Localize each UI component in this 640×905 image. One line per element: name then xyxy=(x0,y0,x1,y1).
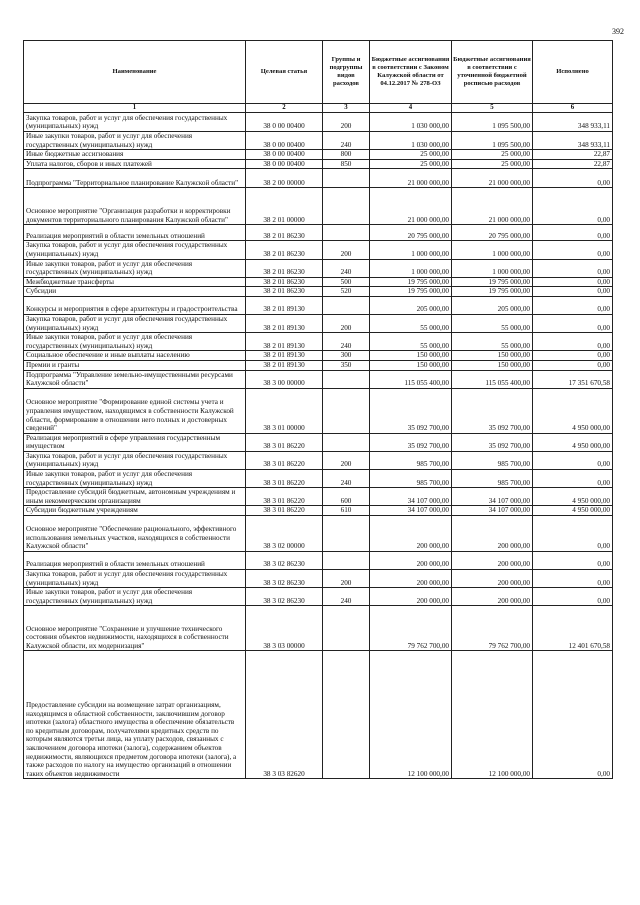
row-name: Основное мероприятие "Обеспечение рационального, эффективного использования земельных участков, находящихся в собственности Калужской области" xyxy=(24,516,246,552)
row-executed-amount: 0,00 xyxy=(533,314,613,332)
row-executed-amount: 0,00 xyxy=(533,333,613,351)
table-header-row xyxy=(24,41,613,104)
budget-table xyxy=(23,40,613,779)
row-executed-amount: 0,00 xyxy=(533,351,613,361)
row-expense-group: 200 xyxy=(323,314,370,332)
row-target-article: 38 2 01 89130 xyxy=(246,333,323,351)
row-plan-amount: 20 795 000,00 xyxy=(452,225,533,241)
row-plan-amount: 55 000,00 xyxy=(452,314,533,332)
row-target-article: 38 2 01 00000 xyxy=(246,188,323,225)
row-law-amount: 20 795 000,00 xyxy=(370,225,452,241)
table-row xyxy=(24,451,613,469)
row-expense-group xyxy=(323,516,370,552)
row-executed-amount: 4 950 000,00 xyxy=(533,488,613,506)
row-law-amount: 21 000 000,00 xyxy=(370,188,452,225)
row-executed-amount: 0,00 xyxy=(533,225,613,241)
row-executed-amount: 0,00 xyxy=(533,259,613,277)
table-row xyxy=(24,277,613,287)
row-target-article: 38 2 01 86230 xyxy=(246,287,323,297)
row-plan-amount: 79 762 700,00 xyxy=(452,606,533,651)
header-law-allocations: Бюджетные ассигнования в соответствии с Законом Калужской области от 04.12.2017 № 278-ОЗ xyxy=(370,41,452,104)
row-plan-amount: 21 000 000,00 xyxy=(452,188,533,225)
row-executed-amount: 0,00 xyxy=(533,588,613,606)
table-row xyxy=(24,470,613,488)
header-plan-allocations: Бюджетные ассигнования в соответствии с уточненной бюджетной росписью расходов xyxy=(452,41,533,104)
row-expense-group: 240 xyxy=(323,588,370,606)
row-target-article: 38 2 01 89130 xyxy=(246,314,323,332)
row-name: Предоставление субсидий бюджетным, автономным учреждениям и иным некоммерческим организациям xyxy=(24,488,246,506)
row-target-article: 38 3 02 00000 xyxy=(246,516,323,552)
table-row xyxy=(24,588,613,606)
table-row xyxy=(24,259,613,277)
row-target-article: 38 3 01 00000 xyxy=(246,388,323,433)
row-law-amount: 1 030 000,00 xyxy=(370,132,452,150)
row-name: Субсидии бюджетным учреждениям xyxy=(24,506,246,516)
row-law-amount: 150 000,00 xyxy=(370,351,452,361)
row-name: Закупка товаров, работ и услуг для обеспечения государственных (муниципальных) нужд xyxy=(24,113,246,132)
row-name: Реализация мероприятий в области земельных отношений xyxy=(24,225,246,241)
row-name: Закупка товаров, работ и услуг для обеспечения государственных (муниципальных) нужд xyxy=(24,570,246,588)
row-expense-group xyxy=(323,225,370,241)
row-name: Иные закупки товаров, работ и услуг для обеспечения государственных (муниципальных) нужд xyxy=(24,470,246,488)
row-plan-amount: 1 095 500,00 xyxy=(452,113,533,132)
row-plan-amount: 1 000 000,00 xyxy=(452,259,533,277)
row-law-amount: 79 762 700,00 xyxy=(370,606,452,651)
row-expense-group xyxy=(323,388,370,433)
row-name: Иные бюджетные ассигнования xyxy=(24,150,246,160)
row-expense-group xyxy=(323,370,370,388)
row-law-amount: 200 000,00 xyxy=(370,570,452,588)
row-target-article: 38 3 01 86220 xyxy=(246,506,323,516)
row-name: Иные закупки товаров, работ и услуг для обеспечения государственных (муниципальных) нужд xyxy=(24,333,246,351)
row-executed-amount: 0,00 xyxy=(533,277,613,287)
row-law-amount: 1 030 000,00 xyxy=(370,113,452,132)
row-executed-amount: 12 401 670,58 xyxy=(533,606,613,651)
row-executed-amount: 0,00 xyxy=(533,451,613,469)
row-law-amount: 19 795 000,00 xyxy=(370,277,452,287)
row-plan-amount: 12 100 000,00 xyxy=(452,651,533,779)
row-executed-amount: 0,00 xyxy=(533,552,613,570)
table-row xyxy=(24,516,613,552)
column-number-row xyxy=(24,104,613,113)
table-row xyxy=(24,370,613,388)
column-number: 6 xyxy=(533,104,613,113)
column-number: 4 xyxy=(370,104,452,113)
table-row xyxy=(24,388,613,433)
table-row xyxy=(24,287,613,297)
row-name: Закупка товаров, работ и услуг для обеспечения государственных (муниципальных) нужд xyxy=(24,241,246,259)
row-plan-amount: 21 000 000,00 xyxy=(452,169,533,188)
row-plan-amount: 55 000,00 xyxy=(452,333,533,351)
row-plan-amount: 200 000,00 xyxy=(452,588,533,606)
row-plan-amount: 200 000,00 xyxy=(452,516,533,552)
row-name: Конкурсы и мероприятия в сфере архитектуры и градостроительства xyxy=(24,296,246,314)
row-plan-amount: 150 000,00 xyxy=(452,351,533,361)
row-name: Социальное обеспечение и иные выплаты населению xyxy=(24,351,246,361)
row-target-article: 38 3 02 86230 xyxy=(246,552,323,570)
row-expense-group xyxy=(323,552,370,570)
row-target-article: 38 2 01 86230 xyxy=(246,241,323,259)
row-plan-amount: 25 000,00 xyxy=(452,150,533,160)
row-executed-amount: 0,00 xyxy=(533,296,613,314)
row-law-amount: 985 700,00 xyxy=(370,451,452,469)
row-executed-amount: 22,87 xyxy=(533,159,613,169)
row-law-amount: 205 000,00 xyxy=(370,296,452,314)
row-plan-amount: 34 107 000,00 xyxy=(452,488,533,506)
row-name: Иные закупки товаров, работ и услуг для обеспечения государственных (муниципальных) нужд xyxy=(24,132,246,150)
row-target-article: 38 0 00 00400 xyxy=(246,132,323,150)
row-name: Субсидии xyxy=(24,287,246,297)
row-executed-amount: 0,00 xyxy=(533,516,613,552)
row-executed-amount: 4 950 000,00 xyxy=(533,433,613,451)
row-law-amount: 21 000 000,00 xyxy=(370,169,452,188)
table-row xyxy=(24,169,613,188)
table-row xyxy=(24,296,613,314)
page-number: 392 xyxy=(612,27,624,36)
header-target-article: Целевая статья xyxy=(246,41,323,104)
row-expense-group: 200 xyxy=(323,451,370,469)
row-name: Межбюджетные трансферты xyxy=(24,277,246,287)
row-law-amount: 200 000,00 xyxy=(370,588,452,606)
row-target-article: 38 3 03 82620 xyxy=(246,651,323,779)
row-law-amount: 35 092 700,00 xyxy=(370,388,452,433)
row-target-article: 38 3 01 86220 xyxy=(246,488,323,506)
row-name: Основное мероприятие "Сохранение и улучшение технического состояния объектов недвижимости, находящихся в собственности Калужской области, их модернизация" xyxy=(24,606,246,651)
row-expense-group: 800 xyxy=(323,150,370,160)
table-row xyxy=(24,314,613,332)
row-plan-amount: 200 000,00 xyxy=(452,570,533,588)
row-executed-amount: 0,00 xyxy=(533,241,613,259)
row-expense-group xyxy=(323,296,370,314)
row-executed-amount: 0,00 xyxy=(533,470,613,488)
header-name: Наименование xyxy=(24,41,246,104)
table-row xyxy=(24,606,613,651)
row-target-article: 38 0 00 00400 xyxy=(246,113,323,132)
row-executed-amount: 17 351 670,58 xyxy=(533,370,613,388)
row-law-amount: 34 107 000,00 xyxy=(370,506,452,516)
row-law-amount: 985 700,00 xyxy=(370,470,452,488)
row-law-amount: 115 055 400,00 xyxy=(370,370,452,388)
row-target-article: 38 3 03 00000 xyxy=(246,606,323,651)
row-expense-group: 200 xyxy=(323,570,370,588)
row-target-article: 38 3 02 86230 xyxy=(246,570,323,588)
table-row xyxy=(24,651,613,779)
row-expense-group: 200 xyxy=(323,241,370,259)
row-expense-group: 240 xyxy=(323,259,370,277)
row-law-amount: 25 000,00 xyxy=(370,150,452,160)
table-row xyxy=(24,113,613,132)
row-executed-amount: 0,00 xyxy=(533,360,613,370)
row-executed-amount: 0,00 xyxy=(533,570,613,588)
row-name: Подпрограмма "Территориальное планирование Калужской области" xyxy=(24,169,246,188)
row-law-amount: 200 000,00 xyxy=(370,552,452,570)
row-target-article: 38 2 01 86230 xyxy=(246,225,323,241)
row-target-article: 38 3 01 86220 xyxy=(246,470,323,488)
row-name: Основное мероприятие "Организация разработки и корректировки документов территориального планирования Калужской области" xyxy=(24,188,246,225)
table-row xyxy=(24,225,613,241)
header-executed: Исполнено xyxy=(533,41,613,104)
row-expense-group: 240 xyxy=(323,333,370,351)
row-expense-group xyxy=(323,188,370,225)
row-target-article: 38 2 01 86230 xyxy=(246,277,323,287)
table-row xyxy=(24,159,613,169)
row-name: Уплата налогов, сборов и иных платежей xyxy=(24,159,246,169)
row-plan-amount: 1 095 500,00 xyxy=(452,132,533,150)
row-expense-group xyxy=(323,651,370,779)
row-name: Предоставление субсидии на возмещение затрат организациям, находящимся в областной собственности, заключившим договор ипотеки (залога) областного имущества в обеспечение обязательств по кредитным договорам, получателями кредитных средств по которым являются третьи лица, на уплату расходов, связанных с заключением договора ипотеки (залога), содержанием объектов недвижимости, являющихся предметом договора ипотеки (залога), а также расходов по налогу на имущество организаций в отношении таких объектов недвижимости xyxy=(24,651,246,779)
row-expense-group: 610 xyxy=(323,506,370,516)
row-target-article: 38 2 01 86230 xyxy=(246,259,323,277)
row-name: Реализация мероприятий в сфере управления государственным имуществом xyxy=(24,433,246,451)
row-target-article: 38 3 02 86230 xyxy=(246,588,323,606)
row-law-amount: 55 000,00 xyxy=(370,314,452,332)
row-law-amount: 55 000,00 xyxy=(370,333,452,351)
row-expense-group xyxy=(323,169,370,188)
row-target-article: 38 3 00 00000 xyxy=(246,370,323,388)
row-plan-amount: 35 092 700,00 xyxy=(452,388,533,433)
table-row xyxy=(24,360,613,370)
row-plan-amount: 985 700,00 xyxy=(452,451,533,469)
row-name: Иные закупки товаров, работ и услуг для обеспечения государственных (муниципальных) нужд xyxy=(24,259,246,277)
row-plan-amount: 115 055 400,00 xyxy=(452,370,533,388)
row-law-amount: 34 107 000,00 xyxy=(370,488,452,506)
row-target-article: 38 0 00 00400 xyxy=(246,159,323,169)
row-executed-amount: 4 950 000,00 xyxy=(533,388,613,433)
column-number: 3 xyxy=(323,104,370,113)
row-law-amount: 1 000 000,00 xyxy=(370,241,452,259)
row-law-amount: 19 795 000,00 xyxy=(370,287,452,297)
row-target-article: 38 2 00 00000 xyxy=(246,169,323,188)
row-executed-amount: 0,00 xyxy=(533,169,613,188)
row-law-amount: 1 000 000,00 xyxy=(370,259,452,277)
row-executed-amount: 0,00 xyxy=(533,287,613,297)
row-expense-group: 240 xyxy=(323,132,370,150)
row-law-amount: 200 000,00 xyxy=(370,516,452,552)
row-expense-group: 850 xyxy=(323,159,370,169)
table-row xyxy=(24,188,613,225)
row-name: Премии и гранты xyxy=(24,360,246,370)
row-name: Подпрограмма "Управление земельно-имущественными ресурсами Калужской области" xyxy=(24,370,246,388)
column-number: 5 xyxy=(452,104,533,113)
table-row xyxy=(24,433,613,451)
table-row xyxy=(24,570,613,588)
row-expense-group: 240 xyxy=(323,470,370,488)
row-plan-amount: 34 107 000,00 xyxy=(452,506,533,516)
row-law-amount: 150 000,00 xyxy=(370,360,452,370)
row-plan-amount: 985 700,00 xyxy=(452,470,533,488)
row-name: Закупка товаров, работ и услуг для обеспечения государственных (муниципальных) нужд xyxy=(24,451,246,469)
table-row xyxy=(24,333,613,351)
row-name: Закупка товаров, работ и услуг для обеспечения государственных (муниципальных) нужд xyxy=(24,314,246,332)
row-expense-group: 600 xyxy=(323,488,370,506)
row-target-article: 38 3 01 86220 xyxy=(246,433,323,451)
row-law-amount: 25 000,00 xyxy=(370,159,452,169)
table-row xyxy=(24,351,613,361)
row-executed-amount: 22,87 xyxy=(533,150,613,160)
row-expense-group xyxy=(323,606,370,651)
row-plan-amount: 19 795 000,00 xyxy=(452,287,533,297)
row-plan-amount: 35 092 700,00 xyxy=(452,433,533,451)
table-row xyxy=(24,241,613,259)
row-expense-group: 520 xyxy=(323,287,370,297)
row-expense-group: 500 xyxy=(323,277,370,287)
row-plan-amount: 19 795 000,00 xyxy=(452,277,533,287)
row-target-article: 38 2 01 89130 xyxy=(246,351,323,361)
row-executed-amount: 0,00 xyxy=(533,188,613,225)
row-expense-group: 350 xyxy=(323,360,370,370)
row-target-article: 38 2 01 89130 xyxy=(246,296,323,314)
table-row xyxy=(24,506,613,516)
row-expense-group: 300 xyxy=(323,351,370,361)
row-executed-amount: 348 933,11 xyxy=(533,113,613,132)
row-law-amount: 35 092 700,00 xyxy=(370,433,452,451)
table-row xyxy=(24,552,613,570)
row-plan-amount: 150 000,00 xyxy=(452,360,533,370)
row-plan-amount: 200 000,00 xyxy=(452,552,533,570)
row-target-article: 38 2 01 89130 xyxy=(246,360,323,370)
row-executed-amount: 348 933,11 xyxy=(533,132,613,150)
column-number: 1 xyxy=(24,104,246,113)
row-expense-group: 200 xyxy=(323,113,370,132)
column-number: 2 xyxy=(246,104,323,113)
row-name: Реализация мероприятий в области земельных отношений xyxy=(24,552,246,570)
table-row xyxy=(24,150,613,160)
row-plan-amount: 1 000 000,00 xyxy=(452,241,533,259)
row-executed-amount: 4 950 000,00 xyxy=(533,506,613,516)
row-target-article: 38 0 00 00400 xyxy=(246,150,323,160)
table-row xyxy=(24,132,613,150)
row-executed-amount: 0,00 xyxy=(533,651,613,779)
header-expense-groups: Группы и подгруппы видов расходов xyxy=(323,41,370,104)
row-expense-group xyxy=(323,433,370,451)
table-row xyxy=(24,488,613,506)
row-plan-amount: 25 000,00 xyxy=(452,159,533,169)
row-name: Иные закупки товаров, работ и услуг для обеспечения государственных (муниципальных) нужд xyxy=(24,588,246,606)
row-law-amount: 12 100 000,00 xyxy=(370,651,452,779)
row-plan-amount: 205 000,00 xyxy=(452,296,533,314)
row-name: Основное мероприятие "Формирование единой системы учета и управления имуществом, находящимся в собственности Калужской области, формирование в отношении него полных и достоверных сведений" xyxy=(24,388,246,433)
row-target-article: 38 3 01 86220 xyxy=(246,451,323,469)
